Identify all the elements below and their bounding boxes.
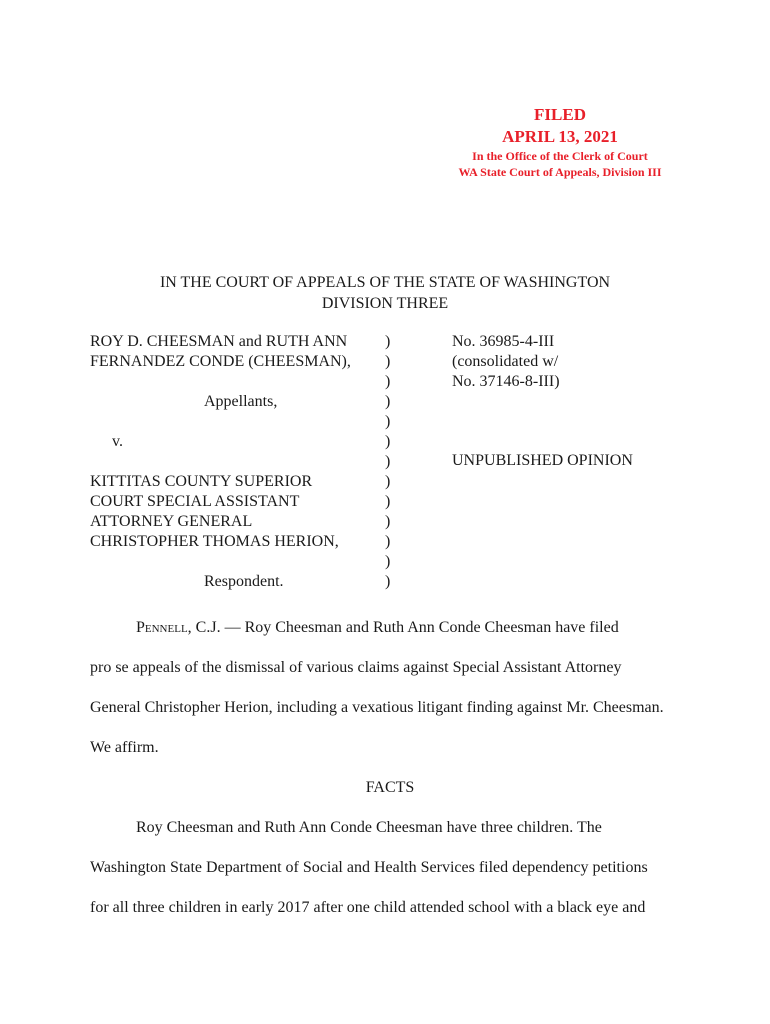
case-number: No. 36985-4-III [452, 333, 555, 350]
court-division: DIVISION THREE [321, 295, 449, 312]
stamp-date: APRIL 13, 2021 [502, 127, 618, 146]
opinion-line: Pennell, C.J. — Roy Cheesman and Ruth Ann Conde Cheesman have filed [136, 619, 619, 636]
opinion-type: UNPUBLISHED OPINION [452, 452, 633, 469]
author-name: Pennell [136, 619, 188, 636]
opinion-line: for all three children in early 2017 after one child attended school with a black eye and [90, 899, 646, 916]
respondent-name-line: CHRISTOPHER THOMAS HERION, [90, 533, 339, 550]
opinion-line: Roy Cheesman and Ruth Ann Conde Cheesman have three children. The [136, 819, 602, 836]
appellants-label: Appellants, [204, 393, 278, 410]
case-caption-parties [90, 332, 380, 592]
versus-label: v. [112, 433, 123, 450]
opinion-line: Washington State Department of Social and Health Services filed dependency petitions [90, 859, 648, 876]
facts-heading: FACTS [365, 779, 415, 796]
opinion-body [90, 608, 690, 928]
appellant-name-line: FERNANDEZ CONDE (CHEESMAN), [90, 353, 351, 370]
opinion-line: We affirm. [90, 739, 159, 756]
court-heading [0, 272, 770, 314]
filed-stamp [440, 104, 680, 180]
opinion-line: pro se appeals of the dismissal of various claims against Special Assistant Attorney [90, 659, 622, 676]
respondent-name-line: ATTORNEY GENERAL [90, 513, 253, 530]
consolidated-case-number: No. 37146-8-III) [452, 373, 560, 390]
caption-divider: ) ) ) ) ) ) ) ) ) ) ) ) ) [385, 333, 391, 590]
stamp-court: WA State Court of Appeals, Division III [458, 165, 662, 179]
stamp-filed: FILED [534, 105, 586, 124]
opinion-line: General Christopher Herion, including a vexatious litigant finding against Mr. Cheesman. [90, 699, 664, 716]
court-name: IN THE COURT OF APPEALS OF THE STATE OF WASHINGTON [159, 274, 611, 291]
stamp-office: In the Office of the Clerk of Court [472, 149, 648, 163]
case-number-block [452, 332, 692, 392]
respondent-name-line: COURT SPECIAL ASSISTANT [90, 493, 300, 510]
respondent-name-line: KITTITAS COUNTY SUPERIOR [90, 473, 313, 490]
consolidated-note: (consolidated w/ [452, 353, 559, 370]
appellant-name-line: ROY D. CHEESMAN and RUTH ANN [90, 333, 348, 350]
respondent-label: Respondent. [204, 573, 284, 590]
